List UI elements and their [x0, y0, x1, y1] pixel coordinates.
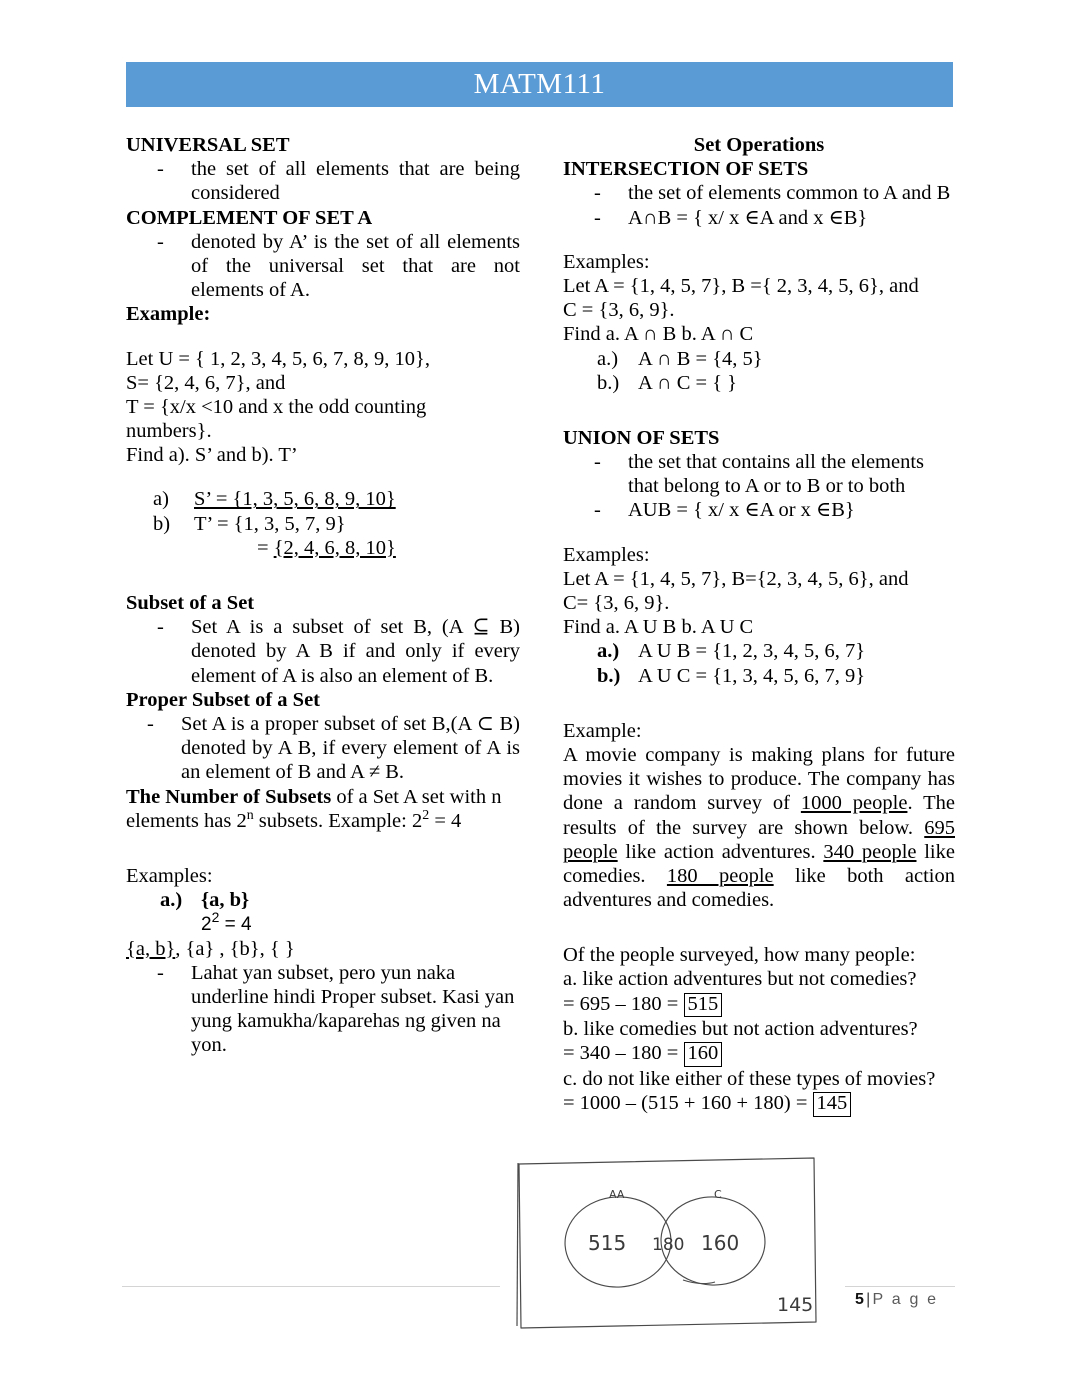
- answer-b-label: b): [153, 512, 171, 535]
- dash-bullet-icon: -: [594, 451, 601, 474]
- label-examples-union: Examples:: [563, 543, 650, 566]
- wp-text-1: A movie company is making plans for future movies it wishes to produce. The company has done a random survey of: [563, 743, 955, 815]
- answer-b-value2: {2, 4, 6, 8, 10}: [273, 536, 396, 559]
- footer-page-word: P a g e: [872, 1291, 939, 1308]
- bullet-text: the set that contains all the elements that belong to A or to B or to both: [628, 451, 925, 498]
- wp-underline-180-people: 180 people: [666, 864, 774, 887]
- union-answer-a-label: a.): [597, 640, 620, 663]
- example-a-row: [126, 888, 520, 912]
- union-answer-a: [563, 639, 955, 663]
- intersection-answer-a-value: A ∩ B = {4, 5}: [638, 347, 763, 370]
- heading-subset-of-a-set: Subset of a Set: [126, 592, 255, 614]
- answer-b-value: T’ = {1, 3, 5, 7, 9}: [194, 512, 346, 535]
- spacer: [563, 688, 955, 708]
- venn-diagram-sketch: [505, 1150, 835, 1340]
- bullet-text: A∩B = { x/ x ∈A and x ∈B}: [628, 206, 868, 229]
- label-example-word-problem: Example:: [563, 719, 642, 742]
- venn-label-right: C: [714, 1188, 722, 1201]
- subset-rest: , {a} , {b}, { }: [175, 937, 295, 960]
- bullet-union-2: [563, 498, 955, 522]
- right-column: [563, 133, 955, 1117]
- venn-value-left: 515: [588, 1231, 627, 1255]
- example-a-value: {a, b}: [201, 889, 250, 912]
- spacer: [563, 415, 955, 426]
- number-of-subsets-rest3: = 4: [429, 809, 462, 832]
- wp-underline-1000-people: 1000 people: [800, 792, 908, 815]
- question-intro: Of the people surveyed, how many people:: [563, 944, 916, 967]
- spacer: [126, 853, 520, 864]
- given-line-find: Find a). S’ and b). T’: [126, 444, 298, 467]
- dash-bullet-icon: -: [594, 182, 601, 205]
- boxed-answer-160: 160: [684, 1042, 723, 1067]
- answer-a-value: S’ = {1, 3, 5, 6, 8, 9, 10}: [194, 488, 396, 511]
- heading-complement-of-set-a: COMPLEMENT OF SET A: [126, 206, 373, 229]
- bullet-complement-1: [126, 230, 520, 303]
- bullet-intersection-2: [563, 206, 955, 230]
- page-title: MATM111: [473, 68, 606, 100]
- calc-rest: = 4: [219, 914, 252, 936]
- given-line-s: S= {2, 4, 6, 7}, and: [126, 371, 286, 394]
- footer-separator: |: [866, 1291, 873, 1308]
- spacer: [563, 912, 955, 932]
- page-number-footer: [855, 1291, 938, 1309]
- wp-underline-695-people: 695 people: [563, 816, 955, 863]
- answer-c-calculation: [563, 1091, 955, 1117]
- dash-bullet-icon: -: [157, 616, 164, 639]
- number-of-subsets-rest2: subsets. Example: 2: [253, 809, 423, 832]
- bullet-universal-set-1: [126, 157, 520, 205]
- label-examples-intersection: Examples:: [563, 250, 650, 273]
- given-line-t-1: T = {x/x <10 and x the odd counting: [126, 395, 427, 418]
- given-line-u: Let U = { 1, 2, 3, 4, 5, 6, 7, 8, 9, 10},: [126, 347, 430, 370]
- answer-a-label: a): [153, 488, 169, 511]
- label-examples-left: Examples:: [126, 864, 213, 887]
- number-of-subsets-statement: [126, 785, 520, 833]
- number-of-subsets-rest: of a Set A set with n elements has 2: [126, 785, 502, 832]
- wp-text-5: like both action adventures and comedies.: [563, 864, 955, 912]
- calc-base: 2: [201, 914, 212, 936]
- heading-intersection-of-sets: INTERSECTION OF SETS: [563, 158, 809, 181]
- question-a: a. like action adventures but not comedies?: [563, 968, 917, 991]
- spacer: [126, 327, 520, 347]
- heading-universal-set: UNIVERSAL SET: [126, 134, 290, 156]
- bullet-text: the set of elements common to A and B: [628, 182, 951, 205]
- bullet-text: Lahat yan subset, pero yun naka underline hindi Proper subset. Kasi yan yung kamukha/kaparehas ng given na yon.: [191, 961, 515, 1057]
- calc-exponent: 2: [211, 909, 220, 926]
- bullet-union-1: [563, 450, 955, 498]
- spacer: [563, 395, 955, 415]
- given-line-t-2: numbers}.: [126, 420, 212, 443]
- wp-text-2: . The results of the survey are shown below.: [563, 792, 955, 839]
- dash-bullet-icon: -: [594, 499, 601, 522]
- question-b: b. like comedies but not action adventures?: [563, 1018, 918, 1041]
- bullet-text: Set A is a proper subset of set B,(A ⊂ B) denoted by A B, if every element of A is an element of B and A ≠ B.: [181, 712, 520, 784]
- bullet-text: denoted by A’ is the set of all elements of the universal set that are not elements of A.: [191, 230, 520, 302]
- dash-bullet-icon: -: [157, 230, 164, 253]
- spacer: [126, 580, 520, 591]
- intersection-find: Find a. A ∩ B b. A ∩ C: [563, 323, 754, 346]
- wp-underline-340-people: 340 people: [823, 840, 917, 863]
- spacer: [563, 523, 955, 543]
- equals-sign: =: [257, 536, 274, 559]
- answer-a: [126, 487, 520, 511]
- dash-bullet-icon: -: [157, 158, 164, 181]
- exponent-2: 2: [422, 807, 430, 823]
- bullet-tagalog-note: [126, 961, 520, 1058]
- intersection-answer-b-value: A ∩ C = { }: [638, 371, 738, 394]
- intersection-answer-b: [563, 371, 955, 395]
- wp-text-3: like action adventures.: [617, 840, 824, 863]
- answer-b-calculation: [563, 1041, 955, 1067]
- spacer: [563, 230, 955, 250]
- answer-c-calc-text: = 1000 – (515 + 160 + 180) =: [563, 1092, 813, 1115]
- bullet-text: AUB = { x/ x ∈A or x ∈B}: [628, 499, 855, 522]
- subset-underlined: {a, b}: [126, 937, 176, 960]
- boxed-answer-515: 515: [684, 993, 723, 1018]
- intersection-given-2: C = {3, 6, 9}.: [563, 299, 675, 322]
- venn-label-left: AA: [609, 1188, 625, 1201]
- boxed-answer-145: 145: [813, 1092, 852, 1117]
- venn-value-outside: 145: [777, 1294, 814, 1316]
- footer-divider-right: [845, 1286, 955, 1287]
- example-a-calculation: [126, 909, 520, 936]
- subsets-enumeration: [126, 937, 520, 961]
- intersection-answer-b-label: b.): [597, 371, 620, 394]
- left-column: [126, 133, 520, 1058]
- answer-a-calc-text: = 695 – 180 =: [563, 992, 684, 1015]
- bullet-text: Set A is a subset of set B, (A ⊆ B) denoted by A B if and only if every element of A is also an element of B.: [191, 616, 520, 687]
- intersection-answer-a-label: a.): [597, 347, 619, 370]
- heading-set-operations: Set Operations: [693, 134, 825, 156]
- footer-divider-left: [122, 1286, 500, 1287]
- footer-page-number: 5: [855, 1291, 867, 1308]
- answer-b-second-line: [126, 536, 520, 560]
- intersection-answer-a: [563, 347, 955, 371]
- venn-sketch-tail: [683, 1280, 715, 1284]
- dash-bullet-icon: -: [594, 206, 601, 229]
- answer-b-calc-text: = 340 – 180 =: [563, 1042, 684, 1065]
- label-example: Example:: [126, 303, 211, 326]
- spacer: [563, 932, 955, 943]
- dash-bullet-icon: -: [147, 712, 154, 735]
- venn-value-center: 180: [652, 1235, 685, 1255]
- union-given-1: Let A = {1, 4, 5, 7}, B={2, 3, 4, 5, 6}, and: [563, 567, 909, 590]
- example-a-label: a.): [160, 889, 183, 912]
- word-problem-body: [563, 743, 955, 912]
- dash-bullet-icon: -: [157, 961, 164, 984]
- wp-text-4: like comedies.: [563, 840, 955, 887]
- answer-b: [126, 512, 520, 536]
- union-given-2: C= {3, 6, 9}.: [563, 592, 670, 614]
- bullet-text: the set of all elements that are being considered: [191, 158, 520, 205]
- document-header-bar: [126, 62, 953, 107]
- union-answer-b: [563, 664, 955, 688]
- exponent-n: n: [246, 807, 254, 823]
- question-c: c. do not like either of these types of movies?: [563, 1067, 936, 1090]
- spacer: [126, 560, 520, 580]
- intersection-given-1: Let A = {1, 4, 5, 7}, B ={ 2, 3, 4, 5, 6}, and: [563, 274, 919, 297]
- union-answer-b-value: A U C = {1, 3, 4, 5, 6, 7, 9}: [638, 664, 866, 687]
- bullet-proper-subset-1: [126, 712, 520, 785]
- answer-a-calculation: [563, 992, 955, 1018]
- bullet-intersection-1: [563, 181, 955, 205]
- spacer: [563, 708, 955, 719]
- heading-proper-subset-of-a-set: Proper Subset of a Set: [126, 688, 320, 711]
- number-of-subsets-bold: The Number of Subsets: [126, 785, 332, 808]
- spacer: [126, 467, 520, 487]
- union-answer-a-value: A U B = {1, 2, 3, 4, 5, 6, 7}: [638, 640, 866, 663]
- venn-value-right: 160: [701, 1231, 740, 1255]
- union-answer-b-label: b.): [597, 664, 621, 687]
- spacer: [126, 833, 520, 853]
- heading-union-of-sets: UNION OF SETS: [563, 426, 720, 449]
- rectangle-left-edge: [517, 1163, 518, 1326]
- union-find: Find a. A U B b. A U C: [563, 616, 754, 639]
- bullet-subset-1: [126, 615, 520, 688]
